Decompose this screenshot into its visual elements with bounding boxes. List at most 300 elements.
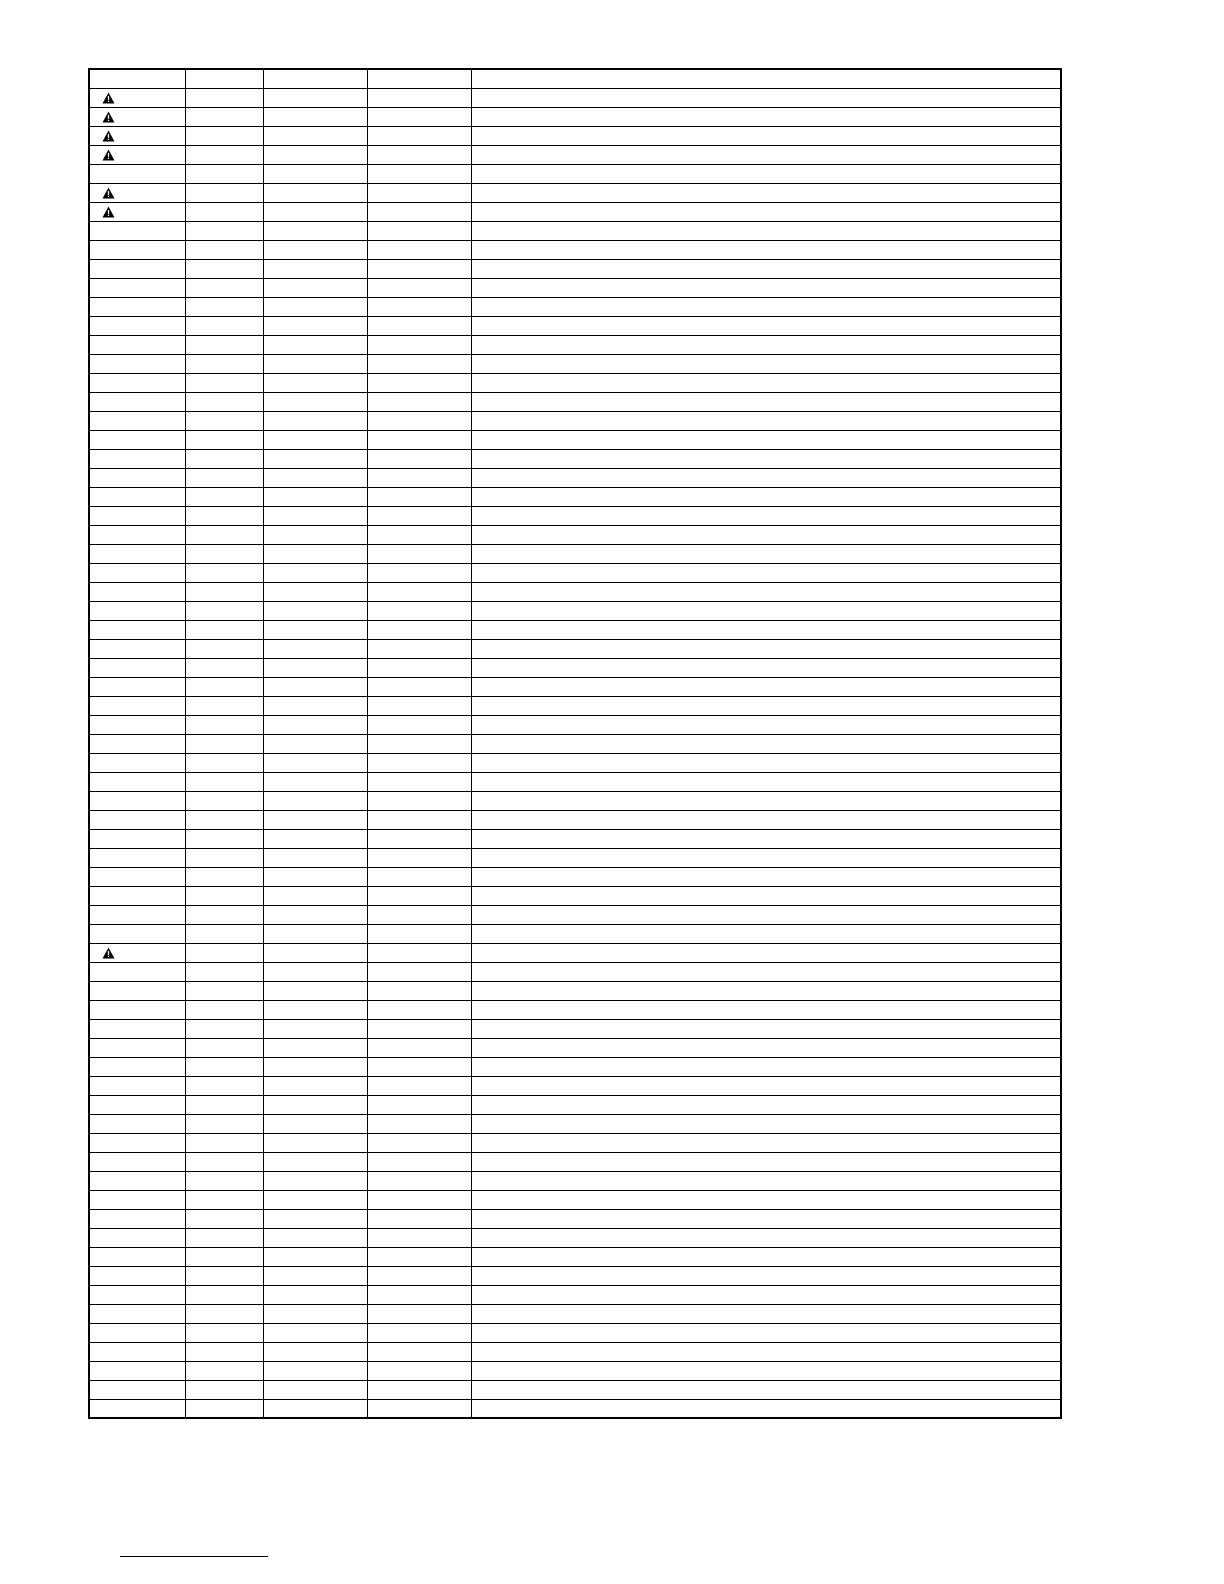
cell-ref xyxy=(89,1114,185,1133)
cell-qty xyxy=(367,1399,471,1418)
cell-description xyxy=(471,373,1061,392)
cell-ref xyxy=(89,487,185,506)
cell-part-no xyxy=(185,772,263,791)
cell-description xyxy=(471,278,1061,297)
cell-ref xyxy=(89,88,185,107)
safety-warning-icon xyxy=(102,130,115,142)
cell-part-no xyxy=(185,639,263,658)
cell-part-code xyxy=(263,734,367,753)
table-row xyxy=(89,905,1061,924)
cell-part-code xyxy=(263,1190,367,1209)
table-row xyxy=(89,639,1061,658)
cell-qty xyxy=(367,886,471,905)
cell-ref xyxy=(89,1038,185,1057)
cell-qty xyxy=(367,335,471,354)
cell-qty xyxy=(367,753,471,772)
cell-ref xyxy=(89,791,185,810)
cell-ref xyxy=(89,1361,185,1380)
cell-part-no xyxy=(185,981,263,1000)
table-row xyxy=(89,715,1061,734)
cell-description xyxy=(471,1019,1061,1038)
cell-qty xyxy=(367,221,471,240)
cell-part-code xyxy=(263,411,367,430)
cell-qty xyxy=(367,1342,471,1361)
cell-description xyxy=(471,791,1061,810)
cell-part-code xyxy=(263,183,367,202)
cell-qty xyxy=(367,791,471,810)
cell-description xyxy=(471,525,1061,544)
safety-warning-icon xyxy=(102,92,115,104)
cell-ref xyxy=(89,449,185,468)
cell-ref xyxy=(89,772,185,791)
cell-qty xyxy=(367,107,471,126)
cell-qty xyxy=(367,1114,471,1133)
cell-ref xyxy=(89,810,185,829)
cell-ref xyxy=(89,886,185,905)
table-row xyxy=(89,658,1061,677)
cell-part-no xyxy=(185,734,263,753)
cell-part-code xyxy=(263,1076,367,1095)
cell-description xyxy=(471,829,1061,848)
table-header-row xyxy=(89,69,1061,88)
cell-ref xyxy=(89,1323,185,1342)
cell-part-no xyxy=(185,1285,263,1304)
cell-part-code xyxy=(263,145,367,164)
cell-part-no xyxy=(185,259,263,278)
cell-description xyxy=(471,1380,1061,1399)
table-row xyxy=(89,487,1061,506)
cell-ref xyxy=(89,1152,185,1171)
cell-part-no xyxy=(185,1228,263,1247)
cell-qty xyxy=(367,126,471,145)
cell-description xyxy=(471,145,1061,164)
cell-part-no xyxy=(185,1266,263,1285)
safety-warning-icon xyxy=(102,149,115,161)
cell-part-no xyxy=(185,107,263,126)
cell-part-no xyxy=(185,487,263,506)
cell-part-code xyxy=(263,126,367,145)
table-row xyxy=(89,1228,1061,1247)
cell-part-code xyxy=(263,1266,367,1285)
cell-part-no xyxy=(185,449,263,468)
cell-description xyxy=(471,164,1061,183)
cell-part-no xyxy=(185,924,263,943)
cell-part-code xyxy=(263,791,367,810)
cell-qty xyxy=(367,1019,471,1038)
table-row xyxy=(89,1171,1061,1190)
cell-ref xyxy=(89,981,185,1000)
cell-qty xyxy=(367,677,471,696)
cell-qty xyxy=(367,582,471,601)
cell-ref xyxy=(89,601,185,620)
cell-part-no xyxy=(185,1209,263,1228)
cell-qty xyxy=(367,620,471,639)
table-row xyxy=(89,240,1061,259)
cell-description xyxy=(471,297,1061,316)
cell-description xyxy=(471,1399,1061,1418)
cell-part-no xyxy=(185,1380,263,1399)
table-row xyxy=(89,1266,1061,1285)
cell-part-code xyxy=(263,468,367,487)
table-row xyxy=(89,354,1061,373)
cell-part-code xyxy=(263,107,367,126)
cell-ref xyxy=(89,183,185,202)
cell-qty xyxy=(367,449,471,468)
table-row xyxy=(89,791,1061,810)
cell-ref xyxy=(89,1285,185,1304)
cell-description xyxy=(471,905,1061,924)
cell-qty xyxy=(367,981,471,1000)
cell-part-code xyxy=(263,1247,367,1266)
cell-qty xyxy=(367,1038,471,1057)
cell-ref xyxy=(89,582,185,601)
cell-ref xyxy=(89,848,185,867)
cell-qty xyxy=(367,525,471,544)
cell-part-code xyxy=(263,810,367,829)
cell-qty xyxy=(367,1057,471,1076)
cell-description xyxy=(471,392,1061,411)
cell-part-code xyxy=(263,373,367,392)
cell-ref xyxy=(89,240,185,259)
cell-part-code xyxy=(263,392,367,411)
cell-description xyxy=(471,772,1061,791)
table-row xyxy=(89,259,1061,278)
table-row xyxy=(89,1361,1061,1380)
cell-part-code xyxy=(263,164,367,183)
cell-qty xyxy=(367,88,471,107)
cell-part-no xyxy=(185,943,263,962)
cell-part-code xyxy=(263,677,367,696)
table-row xyxy=(89,335,1061,354)
safety-warning-icon xyxy=(102,206,115,218)
cell-part-code xyxy=(263,943,367,962)
cell-part-no xyxy=(185,848,263,867)
cell-ref xyxy=(89,278,185,297)
cell-ref xyxy=(89,924,185,943)
cell-ref xyxy=(89,1209,185,1228)
table-row xyxy=(89,1380,1061,1399)
cell-part-code xyxy=(263,430,367,449)
cell-part-code xyxy=(263,753,367,772)
cell-part-code xyxy=(263,449,367,468)
cell-part-code xyxy=(263,620,367,639)
cell-qty xyxy=(367,905,471,924)
cell-part-code xyxy=(263,696,367,715)
cell-part-no xyxy=(185,1019,263,1038)
cell-part-no xyxy=(185,867,263,886)
cell-qty xyxy=(367,848,471,867)
cell-part-no xyxy=(185,715,263,734)
table-row xyxy=(89,1285,1061,1304)
cell-part-code xyxy=(263,544,367,563)
table-row xyxy=(89,525,1061,544)
table-row xyxy=(89,620,1061,639)
cell-part-code xyxy=(263,354,367,373)
cell-qty xyxy=(367,1152,471,1171)
cell-part-no xyxy=(185,164,263,183)
table-row xyxy=(89,924,1061,943)
table-row xyxy=(89,1323,1061,1342)
cell-description xyxy=(471,1095,1061,1114)
cell-qty xyxy=(367,1361,471,1380)
cell-description xyxy=(471,601,1061,620)
cell-qty xyxy=(367,392,471,411)
header-qty xyxy=(367,69,471,88)
cell-qty xyxy=(367,563,471,582)
cell-qty xyxy=(367,962,471,981)
cell-qty xyxy=(367,1133,471,1152)
cell-part-no xyxy=(185,1171,263,1190)
cell-ref xyxy=(89,468,185,487)
cell-ref xyxy=(89,126,185,145)
cell-qty xyxy=(367,411,471,430)
cell-part-no xyxy=(185,373,263,392)
table-row xyxy=(89,126,1061,145)
cell-ref xyxy=(89,1399,185,1418)
header-description xyxy=(471,69,1061,88)
cell-part-code xyxy=(263,1209,367,1228)
cell-part-no xyxy=(185,392,263,411)
table-row xyxy=(89,107,1061,126)
cell-ref xyxy=(89,734,185,753)
cell-qty xyxy=(367,240,471,259)
table-row xyxy=(89,1247,1061,1266)
cell-ref xyxy=(89,1266,185,1285)
cell-part-no xyxy=(185,1247,263,1266)
cell-qty xyxy=(367,658,471,677)
cell-description xyxy=(471,240,1061,259)
cell-part-no xyxy=(185,126,263,145)
cell-part-no xyxy=(185,905,263,924)
cell-ref xyxy=(89,335,185,354)
header-part-no xyxy=(185,69,263,88)
cell-description xyxy=(471,126,1061,145)
cell-qty xyxy=(367,1266,471,1285)
cell-part-no xyxy=(185,1361,263,1380)
cell-part-code xyxy=(263,886,367,905)
cell-qty xyxy=(367,183,471,202)
table-row xyxy=(89,1342,1061,1361)
cell-ref xyxy=(89,430,185,449)
table-row xyxy=(89,1038,1061,1057)
cell-description xyxy=(471,753,1061,772)
table-row xyxy=(89,468,1061,487)
cell-part-no xyxy=(185,544,263,563)
cell-part-code xyxy=(263,202,367,221)
cell-ref xyxy=(89,297,185,316)
cell-part-code xyxy=(263,658,367,677)
table-row xyxy=(89,753,1061,772)
cell-ref xyxy=(89,1076,185,1095)
table-row xyxy=(89,1209,1061,1228)
cell-ref xyxy=(89,1342,185,1361)
cell-part-code xyxy=(263,1171,367,1190)
header-ref xyxy=(89,69,185,88)
cell-qty xyxy=(367,373,471,392)
cell-description xyxy=(471,1133,1061,1152)
table-row xyxy=(89,183,1061,202)
cell-ref xyxy=(89,962,185,981)
cell-part-code xyxy=(263,829,367,848)
cell-description xyxy=(471,430,1061,449)
cell-qty xyxy=(367,772,471,791)
cell-qty xyxy=(367,1171,471,1190)
cell-ref xyxy=(89,620,185,639)
cell-part-code xyxy=(263,1057,367,1076)
cell-ref xyxy=(89,753,185,772)
cell-description xyxy=(471,943,1061,962)
cell-description xyxy=(471,221,1061,240)
cell-ref xyxy=(89,354,185,373)
cell-qty xyxy=(367,1285,471,1304)
safety-warning-icon xyxy=(102,187,115,199)
cell-ref xyxy=(89,639,185,658)
cell-part-code xyxy=(263,563,367,582)
table-row xyxy=(89,544,1061,563)
cell-part-no xyxy=(185,601,263,620)
cell-part-no xyxy=(185,468,263,487)
cell-part-code xyxy=(263,316,367,335)
cell-ref xyxy=(89,392,185,411)
cell-part-no xyxy=(185,1076,263,1095)
table-row xyxy=(89,734,1061,753)
table-row xyxy=(89,506,1061,525)
cell-part-no xyxy=(185,316,263,335)
table-row xyxy=(89,1000,1061,1019)
cell-ref xyxy=(89,1095,185,1114)
cell-description xyxy=(471,715,1061,734)
cell-qty xyxy=(367,145,471,164)
cell-description xyxy=(471,316,1061,335)
cell-part-code xyxy=(263,1133,367,1152)
cell-ref xyxy=(89,1019,185,1038)
cell-qty xyxy=(367,1323,471,1342)
table-row xyxy=(89,449,1061,468)
cell-qty xyxy=(367,1000,471,1019)
cell-part-code xyxy=(263,1380,367,1399)
cell-ref xyxy=(89,829,185,848)
cell-part-code xyxy=(263,981,367,1000)
cell-qty xyxy=(367,601,471,620)
cell-part-code xyxy=(263,962,367,981)
table-row xyxy=(89,1019,1061,1038)
table-row xyxy=(89,962,1061,981)
table-row xyxy=(89,1152,1061,1171)
cell-part-no xyxy=(185,145,263,164)
cell-part-code xyxy=(263,525,367,544)
table-row xyxy=(89,1057,1061,1076)
cell-description xyxy=(471,620,1061,639)
cell-description xyxy=(471,354,1061,373)
cell-qty xyxy=(367,259,471,278)
table-header xyxy=(89,69,1061,88)
cell-part-no xyxy=(185,297,263,316)
cell-qty xyxy=(367,202,471,221)
cell-part-code xyxy=(263,1304,367,1323)
cell-part-no xyxy=(185,620,263,639)
cell-part-code xyxy=(263,1019,367,1038)
parts-list-table xyxy=(88,68,1062,1419)
cell-part-code xyxy=(263,221,367,240)
cell-part-no xyxy=(185,753,263,772)
cell-part-code xyxy=(263,1228,367,1247)
cell-ref xyxy=(89,715,185,734)
cell-part-code xyxy=(263,297,367,316)
table-row xyxy=(89,943,1061,962)
table-row xyxy=(89,373,1061,392)
cell-qty xyxy=(367,1247,471,1266)
cell-part-no xyxy=(185,1133,263,1152)
cell-ref xyxy=(89,145,185,164)
cell-ref xyxy=(89,563,185,582)
cell-description xyxy=(471,886,1061,905)
cell-part-no xyxy=(185,696,263,715)
cell-qty xyxy=(367,1209,471,1228)
cell-description xyxy=(471,487,1061,506)
cell-part-no xyxy=(185,962,263,981)
cell-part-code xyxy=(263,88,367,107)
cell-part-no xyxy=(185,354,263,373)
table-body xyxy=(89,88,1061,1418)
cell-ref xyxy=(89,411,185,430)
cell-part-no xyxy=(185,221,263,240)
cell-part-no xyxy=(185,430,263,449)
cell-description xyxy=(471,658,1061,677)
cell-ref xyxy=(89,1247,185,1266)
cell-part-code xyxy=(263,848,367,867)
cell-part-no xyxy=(185,183,263,202)
table-row xyxy=(89,297,1061,316)
cell-description xyxy=(471,449,1061,468)
cell-part-code xyxy=(263,240,367,259)
table-row xyxy=(89,88,1061,107)
cell-description xyxy=(471,1152,1061,1171)
cell-ref xyxy=(89,1171,185,1190)
cell-ref xyxy=(89,1057,185,1076)
cell-ref xyxy=(89,221,185,240)
cell-part-code xyxy=(263,1399,367,1418)
cell-description xyxy=(471,1361,1061,1380)
cell-qty xyxy=(367,1380,471,1399)
cell-description xyxy=(471,202,1061,221)
cell-part-no xyxy=(185,88,263,107)
cell-qty xyxy=(367,1076,471,1095)
cell-part-no xyxy=(185,791,263,810)
cell-part-no xyxy=(185,1000,263,1019)
cell-description xyxy=(471,696,1061,715)
cell-description xyxy=(471,107,1061,126)
cell-part-no xyxy=(185,240,263,259)
cell-description xyxy=(471,582,1061,601)
cell-description xyxy=(471,563,1061,582)
cell-qty xyxy=(367,867,471,886)
cell-qty xyxy=(367,487,471,506)
table-row xyxy=(89,1114,1061,1133)
cell-ref xyxy=(89,525,185,544)
cell-part-no xyxy=(185,506,263,525)
cell-description xyxy=(471,981,1061,1000)
cell-part-no xyxy=(185,563,263,582)
table-row xyxy=(89,1399,1061,1418)
cell-description xyxy=(471,1228,1061,1247)
cell-qty xyxy=(367,354,471,373)
cell-part-no xyxy=(185,1323,263,1342)
cell-description xyxy=(471,924,1061,943)
cell-description xyxy=(471,1247,1061,1266)
cell-ref xyxy=(89,677,185,696)
table-row xyxy=(89,848,1061,867)
cell-part-no xyxy=(185,829,263,848)
